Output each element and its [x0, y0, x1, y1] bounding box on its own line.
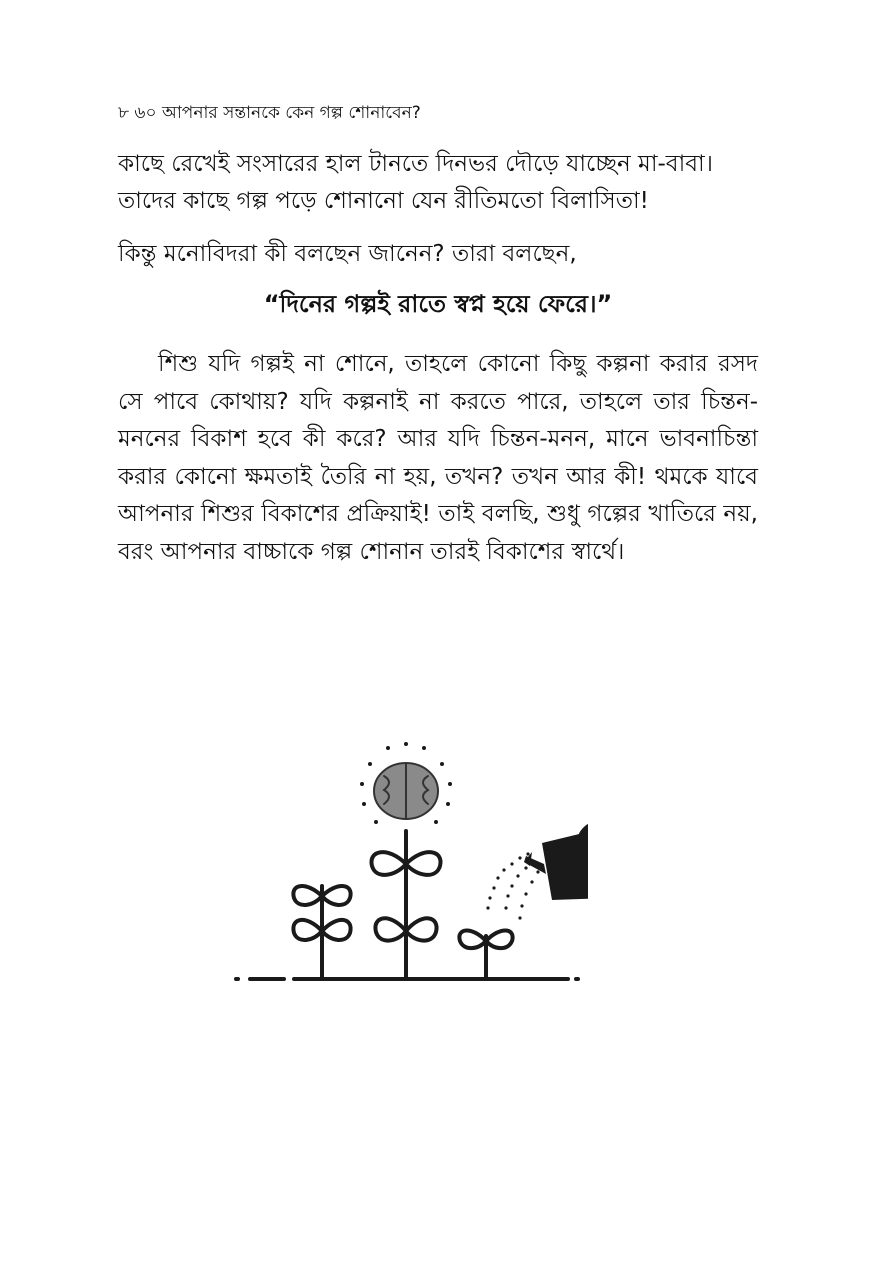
small-plant-left-icon — [293, 886, 350, 979]
paragraph-2: কিন্তু মনোবিদরা কী বলছেন জানেন? তারা বলছেন, — [118, 241, 577, 267]
pull-quote: “দিনের গল্পই রাতে স্বপ্ন হয়ে ফেরে।” — [263, 290, 613, 318]
tall-plant-center-icon — [371, 831, 440, 979]
brain-icon — [374, 763, 438, 819]
plants-with-brain-and-watering-can-icon — [228, 736, 588, 986]
paragraph-1: কাছে রেখেই সংসারের হাল টানতে দিনভর দৌড়ে যাচ্ছেন মা-বাবা। তাদের কাছে গল্প পড়ে শোনানো যেন রীতিমতো বিলাসিতা! — [118, 151, 713, 214]
watering-can-icon — [524, 820, 588, 900]
paragraph-3: শিশু যদি গল্পই না শোনে, তাহলে কোনো কিছু কল্পনা করার রসদ সে পাবে কোথায়? যদি কল্পনাই না করতে পারে, তাহলে তার চিন্তন-মননের বিকাশ হবে কী করে? আর যদি চিন্তন-মনন, মানে ভাবনাচিন্তা করার কোনো ক্ষমতাই তৈরি না হয়, তখন? তখন আর কী! থমকে যাবে আপনার শিশুর বিকাশের প্রক্রিয়াই! তাই বলছি, শুধু গল্পের খাতিরে নয়, বরং আপনার বাচ্চাকে গল্প শোনান তারই বিকাশের স্বার্থে। — [118, 351, 758, 565]
sprout-right-icon — [459, 930, 512, 979]
page-header: ৮ ৬০ আপনার সন্তানকে কেন গল্প শোনাবেন? — [118, 103, 421, 123]
